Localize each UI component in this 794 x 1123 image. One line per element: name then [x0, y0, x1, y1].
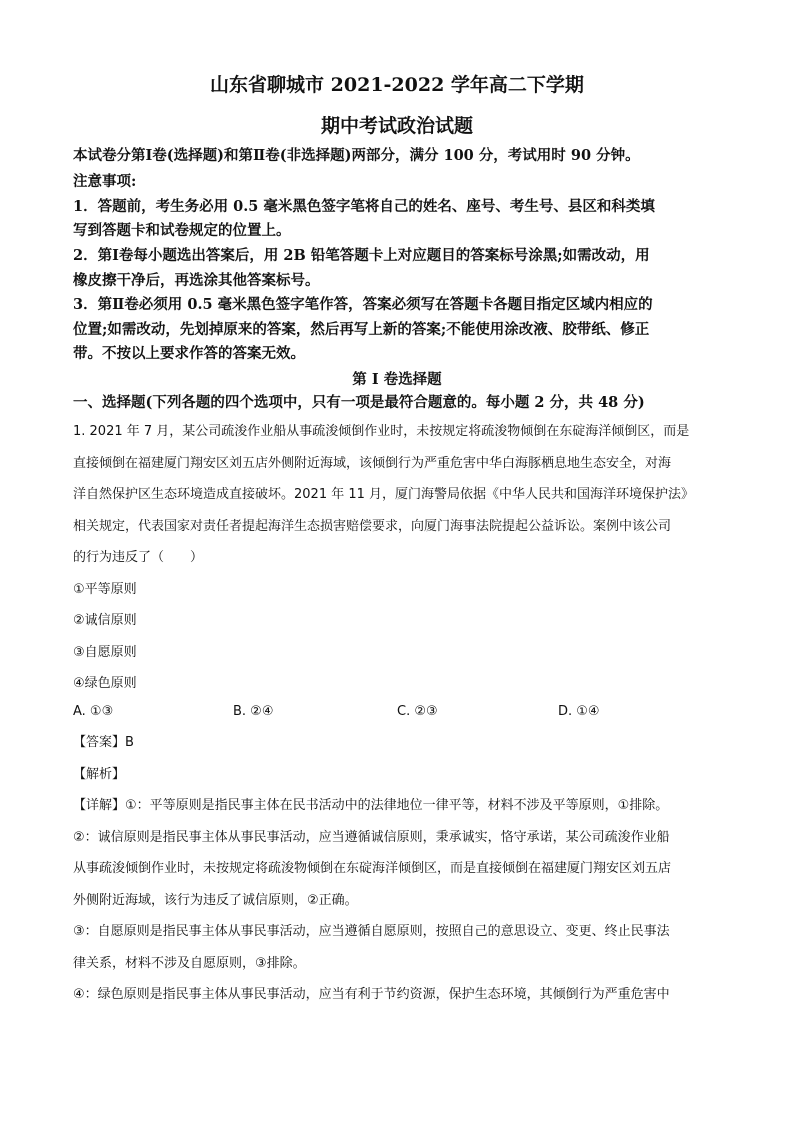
- option-c: C. ②③: [397, 704, 438, 719]
- document-title-line2: 期中考试政治试题: [320, 115, 473, 137]
- option-a: A. ①③: [73, 704, 114, 719]
- statement-2: ②诚信原则: [73, 613, 137, 628]
- analysis-line5: ③：自愿原则是指民事主体从事民事活动，应当遵循自愿原则，按照自己的意思设立、变更、终止民事法: [73, 924, 670, 939]
- part1-heading: 一、选择题(下列各题的四个选项中，只有一项是最符合题意的。每小题 2 分，共 48 分): [73, 394, 645, 411]
- answer-analysis-block: [73, 727, 721, 1011]
- analysis-line2: ②：诚信原则是指民事主体从事民事活动，应当遵循诚信原则，秉承诚实，恪守承诺，某公司疏浚作业船: [73, 829, 670, 845]
- section-title: 第 Ⅰ 卷选择题: [352, 371, 442, 388]
- notice-item-3-line3: 带。不按以上要求作答的答案无效。: [73, 345, 305, 362]
- question-1-line5: 的行为违反了（ ）: [73, 550, 204, 565]
- notice-item-3-line2: 位置;如需改动，先划掉原来的答案，然后再写上新的答案;不能使用涂改液、胶带纸、修正: [73, 321, 650, 338]
- question-1-line4: 相关规定，代表国家对责任者提起海洋生态损害赔偿要求，向厦门海事法院提起公益诉讼。案例中该公司: [73, 518, 672, 534]
- option-b: B. ②④: [233, 704, 274, 719]
- question-1-line2: 直接倾倒在福建厦门翔安区刘五店外侧附近海域，该倾倒行为严重危害中华白海豚栖息地生态安全，对海: [73, 455, 672, 471]
- option-d: D. ①④: [558, 704, 600, 719]
- answer-label: 【答案】B: [73, 735, 134, 750]
- notice-item-1-line1: 1．答题前，考生务必用 0.5 毫米黑色签字笔将自己的姓名、座号、考生号、县区和科类填: [73, 198, 655, 215]
- analysis-line6: 律关系，材料不涉及自愿原则，③排除。: [73, 955, 306, 971]
- analysis-line3: 从事疏浚倾倒作业时，未按规定将疏浚物倾倒在东碇海洋倾倒区，而是直接倾倒在福建厦门翔安区刘五店: [73, 861, 672, 876]
- analysis-line7: ④：绿色原则是指民事主体从事民事活动，应当有利于节约资源，保护生态环境，其倾倒行为严重危害中: [73, 987, 670, 1002]
- statement-4: ④绿色原则: [73, 676, 137, 691]
- statement-3: ③自愿原则: [73, 644, 137, 660]
- notice-heading: 注意事项:: [73, 173, 137, 190]
- notice-item-1-line2: 写到答题卡和试卷规定的位置上。: [73, 222, 291, 239]
- intro-text: 本试卷分第Ⅰ卷(选择题)和第Ⅱ卷(非选择题)两部分，满分 100 分，考试用时 90 分钟。: [73, 147, 640, 164]
- question-1-line3: 洋自然保护区生态环境造成直接破坏。2021 年 11 月，厦门海警局依据《中华人民共和国海洋环境保护法》: [73, 487, 695, 502]
- notice-item-2-line2: 橡皮擦干净后，再选涂其他答案标号。: [73, 272, 320, 289]
- analysis-line4: 外侧附近海域，该行为违反了诚信原则，②正确。: [73, 892, 358, 908]
- question-1-stem: [73, 416, 721, 700]
- notice-item-3-line1: 3．第Ⅱ卷必须用 0.5 毫米黑色签字笔作答，答案必须写在答题卡各题目指定区域内相应的: [73, 296, 653, 313]
- analysis-line1: 【详解】①：平等原则是指民事主体在民书活动中的法律地位一律平等，材料不涉及平等原则，①排除。: [73, 798, 669, 813]
- question-1-line1: 1. 2021 年 7 月，某公司疏浚作业船从事疏浚倾倒作业时，未按规定将疏浚物倾倒在东碇海洋倾倒区，而是: [73, 424, 690, 439]
- document-title-line1: 山东省聊城市 2021-2022 学年高二下学期: [210, 74, 584, 96]
- statement-1: ①平等原则: [73, 581, 137, 597]
- analysis-label: 【解析】: [73, 766, 126, 782]
- notice-item-2-line1: 2．第Ⅰ卷每小题选出答案后，用 2B 铅笔答题卡上对应题目的答案标号涂黑;如需改动，用: [73, 247, 650, 264]
